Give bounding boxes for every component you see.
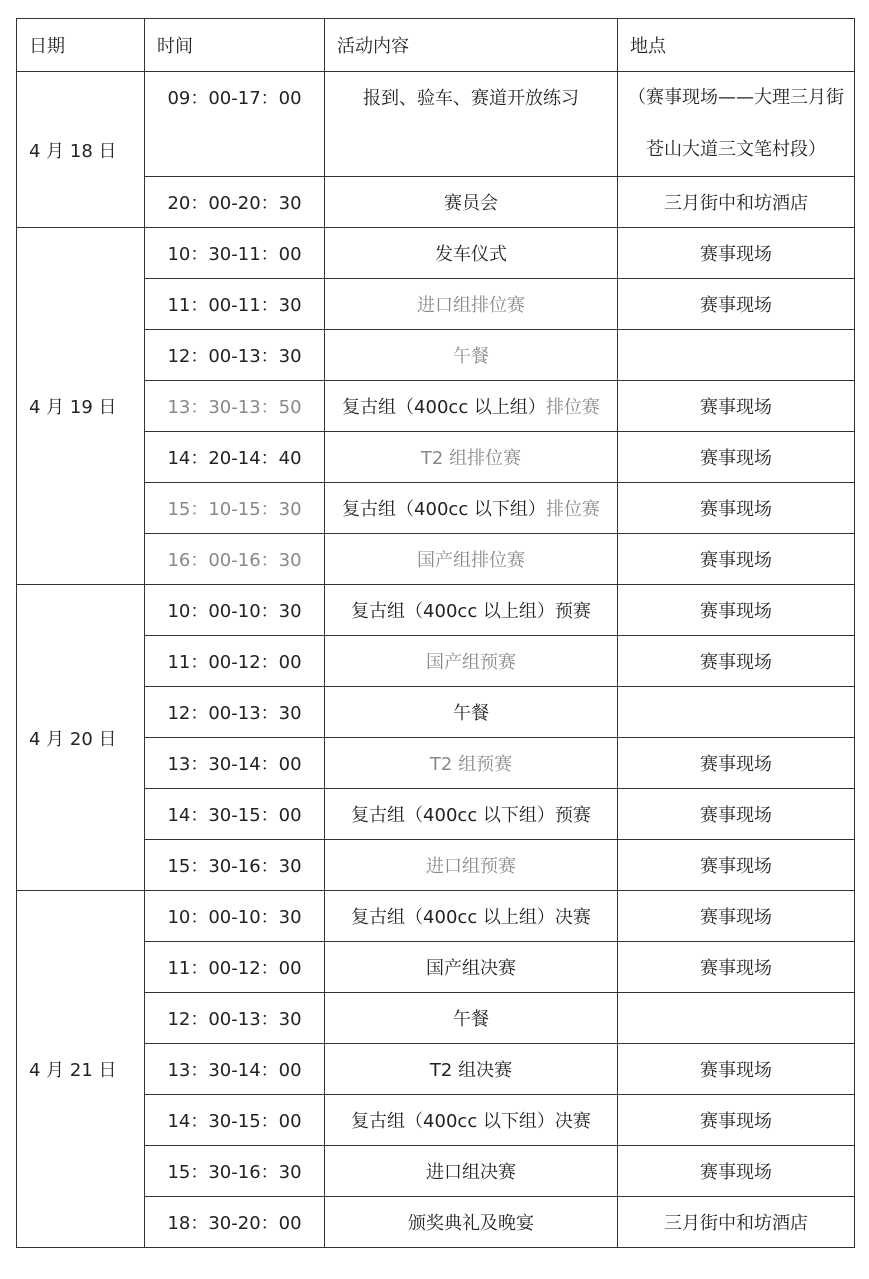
location-cell: 赛事现场 (618, 1044, 855, 1095)
header-activity: 活动内容 (325, 19, 618, 72)
table-row (17, 585, 855, 636)
activity-cell: 颁奖典礼及晚宴 (325, 1197, 618, 1248)
time-cell: 18：30-20：00 (145, 1197, 325, 1248)
activity-cell: T2 组预赛 (325, 738, 618, 789)
location-cell (618, 687, 855, 738)
activity-cell: 午餐 (325, 993, 618, 1044)
date-cell: 4 月 21 日 (17, 891, 145, 1248)
time-cell: 11：00-12：00 (145, 636, 325, 687)
activity-cell: 复古组（400cc 以上组）预赛 (325, 585, 618, 636)
location-cell: 赛事现场 (618, 942, 855, 993)
location-cell (618, 330, 855, 381)
time-cell: 13：30-14：00 (145, 1044, 325, 1095)
date-cell: 4 月 19 日 (17, 228, 145, 585)
time-cell: 15：10-15：30 (145, 483, 325, 534)
time-cell: 15：30-16：30 (145, 1146, 325, 1197)
activity-cell: T2 组排位赛 (325, 432, 618, 483)
activity-text: 复古组（400cc 以上组） (342, 397, 546, 418)
activity-cell: 复古组（400cc 以下组）决赛 (325, 1095, 618, 1146)
header-row (17, 19, 855, 72)
time-cell: 13：30-14：00 (145, 738, 325, 789)
location-cell: 赛事现场 (618, 789, 855, 840)
header-location: 地点 (618, 19, 855, 72)
location-cell (618, 993, 855, 1044)
time-cell: 14：30-15：00 (145, 1095, 325, 1146)
time-cell: 11：00-12：00 (145, 942, 325, 993)
location-cell: 赛事现场 (618, 381, 855, 432)
activity-cell (325, 483, 618, 534)
activity-cell: T2 组决赛 (325, 1044, 618, 1095)
time-cell: 14：20-14：40 (145, 432, 325, 483)
time-cell: 12：00-13：30 (145, 993, 325, 1044)
location-cell: 赛事现场 (618, 636, 855, 687)
activity-cell: 午餐 (325, 687, 618, 738)
time-cell: 13：30-13：50 (145, 381, 325, 432)
location-cell: 赛事现场 (618, 891, 855, 942)
activity-cell: 进口组排位赛 (325, 279, 618, 330)
activity-cell: 国产组决赛 (325, 942, 618, 993)
time-cell: 12：00-13：30 (145, 330, 325, 381)
time-cell: 20：00-20：30 (145, 177, 325, 228)
location-cell: 赛事现场 (618, 585, 855, 636)
table-row (17, 228, 855, 279)
activity-cell: 复古组（400cc 以下组）预赛 (325, 789, 618, 840)
activity-cell: 赛员会 (325, 177, 618, 228)
time-cell: 10：00-10：30 (145, 891, 325, 942)
time-cell: 11：00-11：30 (145, 279, 325, 330)
activity-text: 复古组（400cc 以下组） (342, 499, 546, 520)
table-row (17, 891, 855, 942)
date-cell: 4 月 18 日 (17, 72, 145, 228)
location-cell: 三月街中和坊酒店 (618, 177, 855, 228)
activity-cell: 报到、验车、赛道开放练习 (325, 72, 618, 177)
date-cell: 4 月 20 日 (17, 585, 145, 891)
location-cell: 赛事现场 (618, 228, 855, 279)
location-cell: 赛事现场 (618, 483, 855, 534)
time-cell: 10：00-10：30 (145, 585, 325, 636)
activity-cell: 午餐 (325, 330, 618, 381)
activity-cell: 进口组决赛 (325, 1146, 618, 1197)
time-cell: 10：30-11：00 (145, 228, 325, 279)
activity-cell: 国产组排位赛 (325, 534, 618, 585)
location-cell: 赛事现场 (618, 738, 855, 789)
location-cell: 赛事现场 (618, 432, 855, 483)
activity-cell: 发车仪式 (325, 228, 618, 279)
activity-text-muted: 排位赛 (545, 397, 600, 418)
location-cell: 赛事现场 (618, 1095, 855, 1146)
time-cell: 12：00-13：30 (145, 687, 325, 738)
time-cell: 15：30-16：30 (145, 840, 325, 891)
time-cell: 16：00-16：30 (145, 534, 325, 585)
activity-cell: 进口组预赛 (325, 840, 618, 891)
schedule-table (16, 18, 855, 1248)
activity-cell: 国产组预赛 (325, 636, 618, 687)
time-cell: 09：00-17：00 (145, 72, 325, 177)
location-cell: 赛事现场 (618, 840, 855, 891)
location-cell: 赛事现场 (618, 1146, 855, 1197)
activity-cell: 复古组（400cc 以上组）决赛 (325, 891, 618, 942)
table-row (17, 72, 855, 177)
time-cell: 14：30-15：00 (145, 789, 325, 840)
location-cell: 三月街中和坊酒店 (618, 1197, 855, 1248)
location-cell: （赛事现场——大理三月街苍山大道三文笔村段） (618, 72, 855, 177)
location-cell: 赛事现场 (618, 534, 855, 585)
header-date: 日期 (17, 19, 145, 72)
header-time: 时间 (145, 19, 325, 72)
activity-text-muted: 排位赛 (545, 499, 600, 520)
location-cell: 赛事现场 (618, 279, 855, 330)
activity-cell (325, 381, 618, 432)
